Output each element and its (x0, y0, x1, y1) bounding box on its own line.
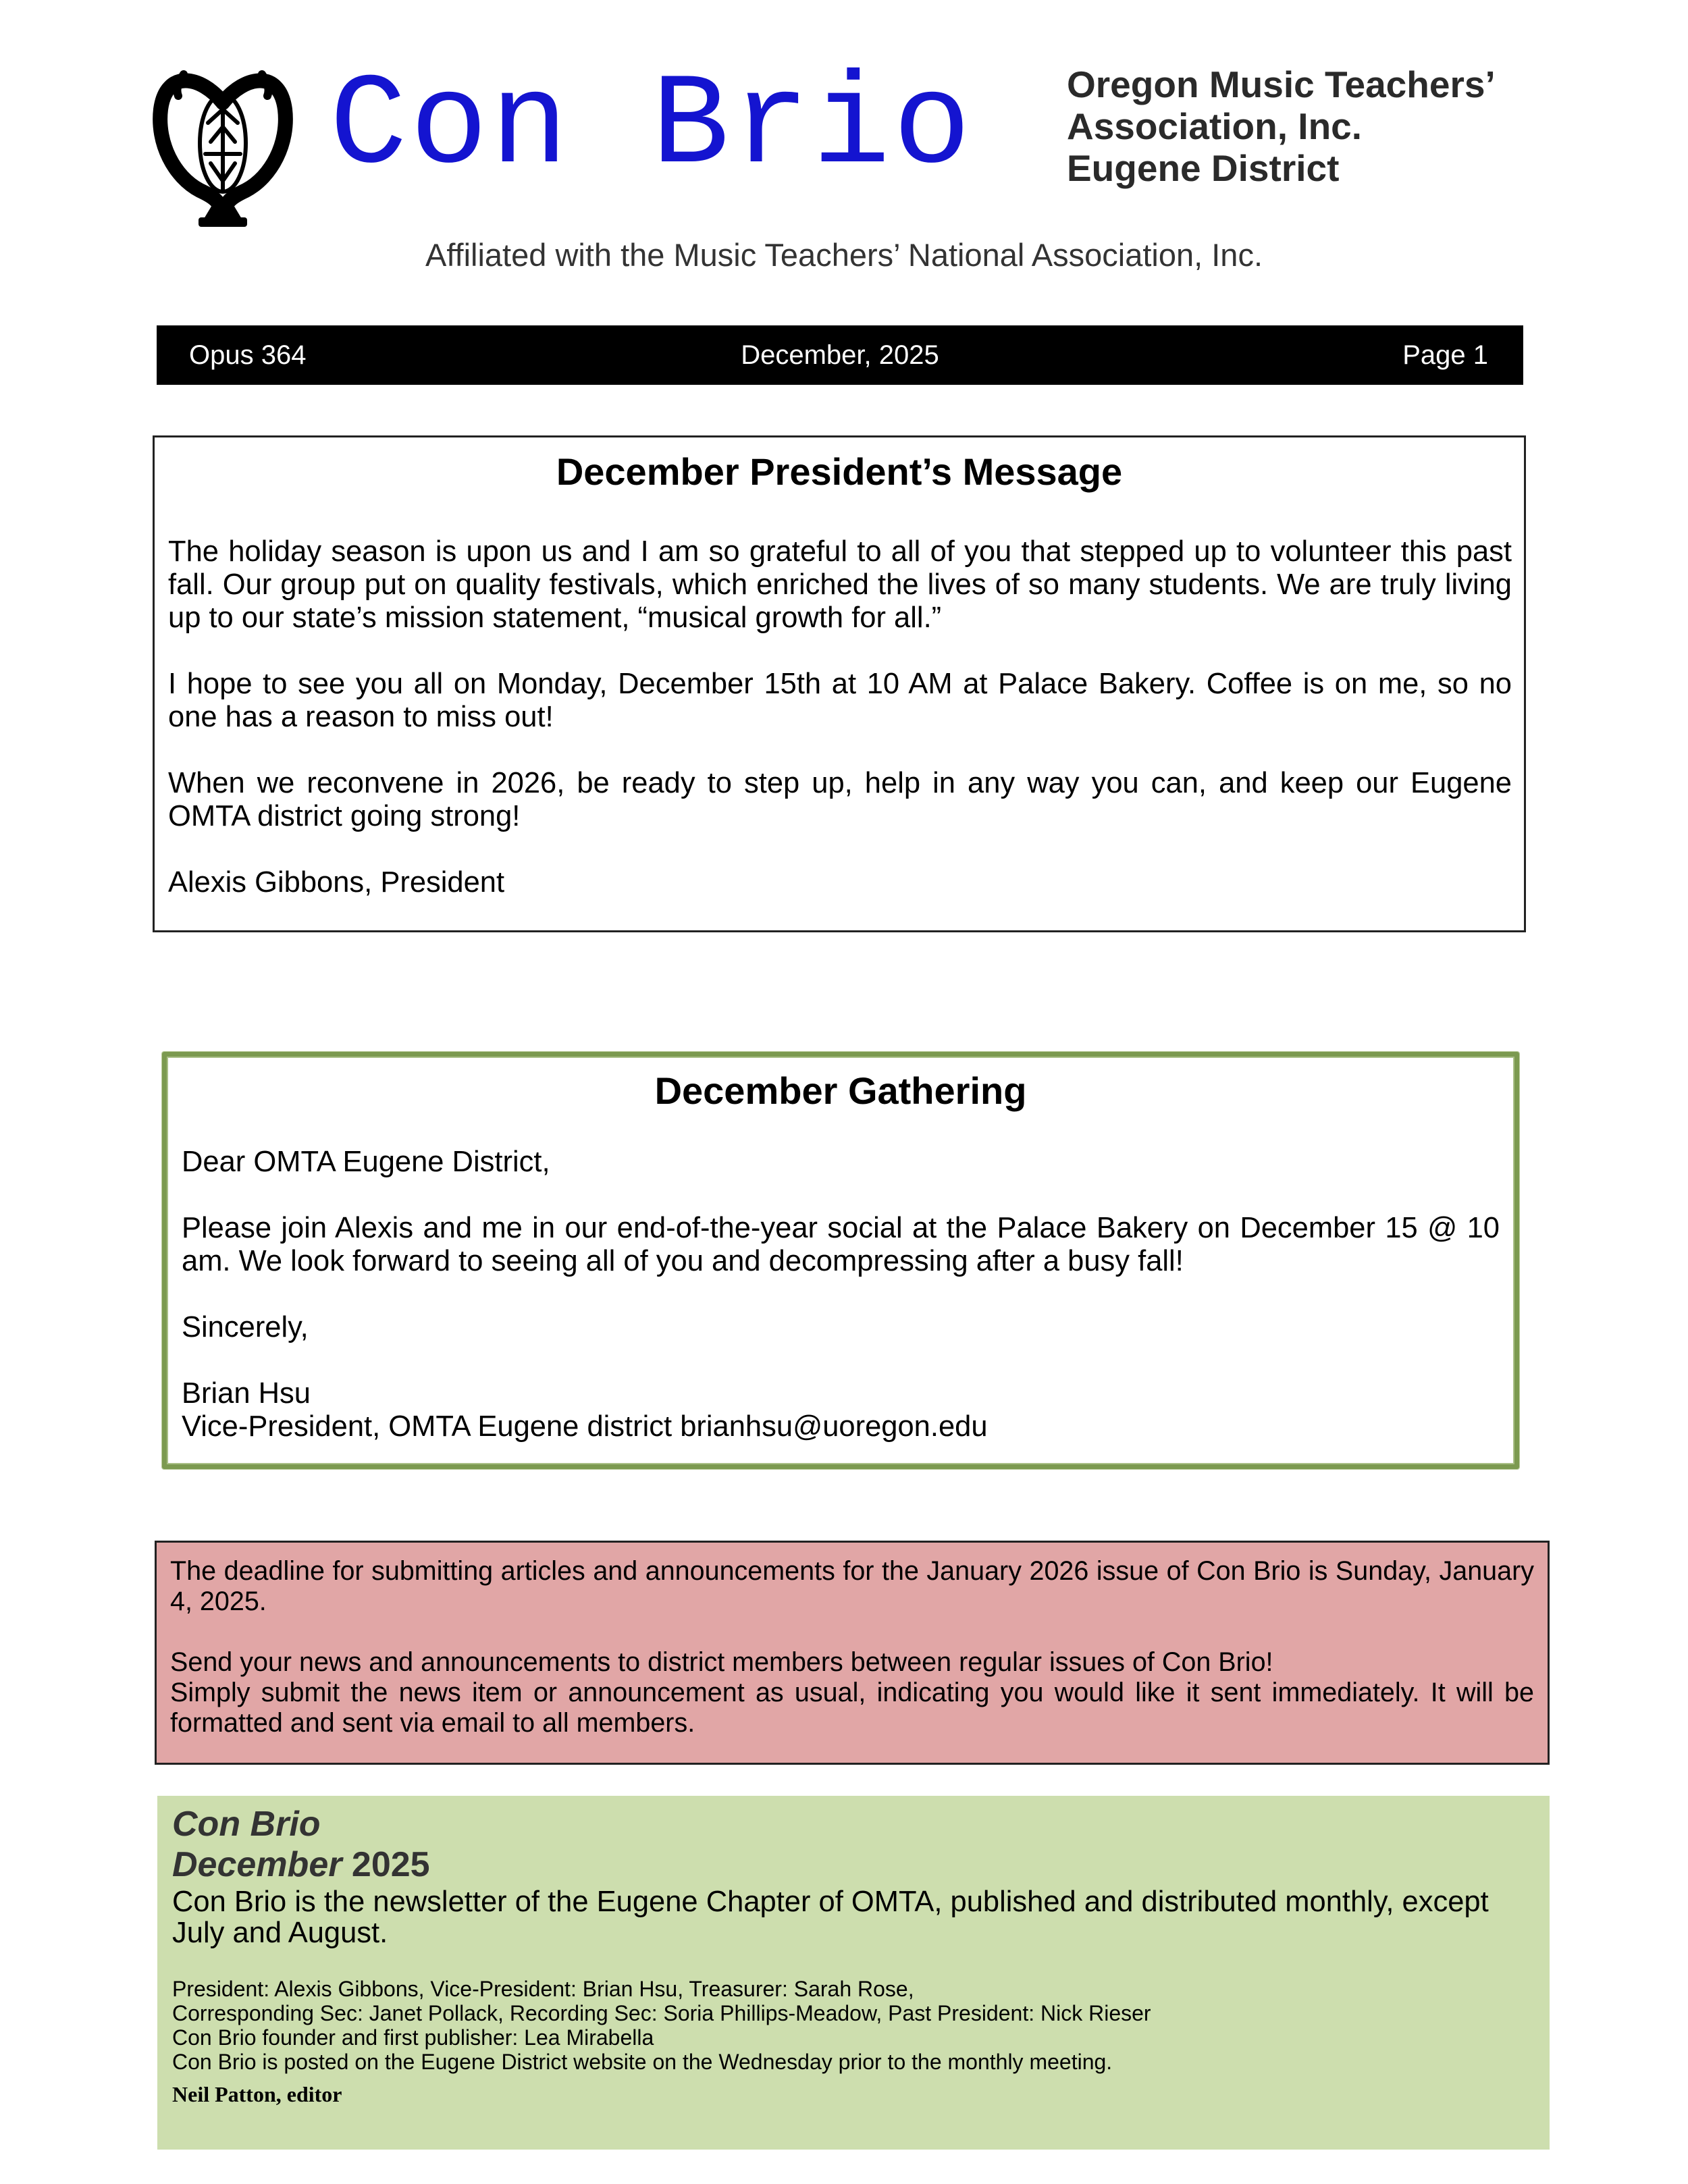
colophon-description: Con Brio is the newsletter of the Eugene Chapter of OMTA, published and distributed monthly, except July and August. (172, 1886, 1489, 1949)
president-message-title: December President’s Message (556, 450, 1123, 493)
deadline-notice-box (155, 1541, 1550, 1765)
gathering-box (162, 1052, 1519, 1469)
lyre-icon (147, 62, 298, 230)
president-signature: Alexis Gibbons, President (168, 866, 505, 899)
deadline-body (170, 1556, 1534, 1738)
gathering-greeting: Dear OMTA Eugene District, (182, 1146, 550, 1178)
gathering-signer-name: Brian Hsu (182, 1377, 311, 1410)
president-message-box (153, 435, 1526, 932)
gathering-body (182, 1146, 1500, 1443)
posting-line: Con Brio is posted on the Eugene District website on the Wednesday prior to the monthly meeting. (172, 2050, 1113, 2074)
colophon-month: December (172, 1845, 342, 1884)
officers-line: President: Alexis Gibbons, Vice-President: Brian Hsu, Treasurer: Sarah Rose, (172, 1977, 914, 2001)
officers-line: Corresponding Sec: Janet Pollack, Recording Sec: Soria Phillips-Meadow, Past President: Nick Rieser (172, 2001, 1151, 2025)
issue-date: December, 2025 (741, 340, 939, 370)
issue-opus: Opus 364 (189, 340, 307, 370)
editor-credit: Neil Patton, editor (172, 2082, 342, 2106)
colophon-year: 2025 (351, 1845, 430, 1884)
president-paragraph: I hope to see you all on Monday, December 15th at 10 AM at Palace Bakery. Coffee is on me, so no one has a reason to miss out! (168, 668, 1512, 733)
colophon-box (157, 1796, 1550, 2150)
org-line-2: Association, Inc. (1067, 105, 1363, 147)
gathering-closing: Sincerely, (182, 1311, 309, 1343)
deadline-text: The deadline for submitting articles and announcements for the January 2026 issue of Con Brio is Sunday, January 4, 2025. (170, 1556, 1534, 1616)
org-line-3: Eugene District (1067, 147, 1340, 189)
founder-line: Con Brio founder and first publisher: Lea Mirabella (172, 2025, 654, 2050)
gathering-paragraph: Please join Alexis and me in our end-of-the-year social at the Palace Bakery on December 15 @ 10 am. We look forward to seeing all of you and decompressing after a busy fall! (182, 1212, 1500, 1277)
organization-name (1067, 63, 1496, 189)
org-line-1: Oregon Music Teachers’ (1067, 63, 1496, 105)
newsletter-title: Con Brio (329, 53, 974, 201)
officers-list (172, 1977, 1151, 2074)
submission-instructions: Simply submit the news item or announcement as usual, indicating you would like it sent immediately. It will be formatted and sent via email to all members. (170, 1678, 1534, 1738)
issue-bar (157, 325, 1523, 385)
gathering-signer-title: Vice-President, OMTA Eugene district brianhsu@uoregon.edu (182, 1410, 988, 1443)
colophon-issue (172, 1844, 430, 1885)
page-number: Page 1 (1402, 340, 1488, 370)
colophon-title: Con Brio (172, 1805, 321, 1844)
president-message-body (168, 535, 1512, 932)
affiliation-line: Affiliated with the Music Teachers’ National Association, Inc. (425, 237, 1263, 273)
gathering-title: December Gathering (654, 1069, 1027, 1112)
send-news-text: Send your news and announcements to district members between regular issues of Con Brio! (170, 1647, 1273, 1677)
president-paragraph: The holiday season is upon us and I am so grateful to all of you that stepped up to volunteer this past fall. Our group put on quality festivals, which enriched the lives of so many students. We are truly living up to our state’s mission statement, “musical growth for all.” (168, 535, 1512, 634)
president-paragraph: When we reconvene in 2026, be ready to step up, help in any way you can, and keep our Eugene OMTA district going strong! (168, 767, 1512, 832)
